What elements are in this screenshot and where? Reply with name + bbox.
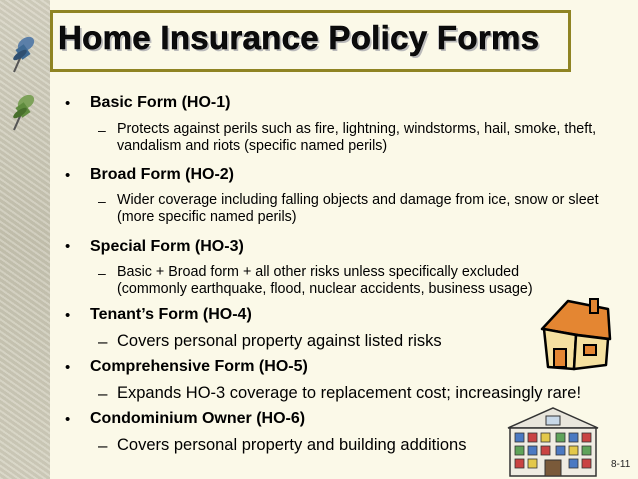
dash: – — [98, 384, 108, 403]
policy-detail-ho4: Covers personal property against listed risks — [117, 332, 442, 350]
policy-heading-ho4: Tenant’s Form (HO-4) — [90, 306, 252, 323]
page-title: Home Insurance Policy Forms — [58, 19, 540, 56]
pushpin-icon — [6, 30, 40, 74]
dash: – — [98, 122, 106, 138]
policy-detail-ho6: Covers personal property and building additions — [117, 436, 467, 454]
bullet: • — [65, 411, 71, 428]
policy-heading-ho1: Basic Form (HO-1) — [90, 94, 231, 111]
page-number: 8-11 — [611, 459, 631, 470]
policy-detail-ho1: Protects against perils such as fire, lightning, windstorms, hail, smoke, theft, vandalism and riots (specific named perils) — [117, 121, 597, 154]
dash: – — [98, 265, 106, 281]
dash: – — [98, 436, 108, 455]
dash: – — [98, 332, 108, 351]
pushpin-icon — [6, 88, 40, 132]
house-clipart-icon — [538, 295, 614, 373]
policy-detail-ho2: Wider coverage including falling objects and damage from ice, snow or sleet (more specific named perils) — [117, 192, 599, 225]
policy-heading-ho6: Condominium Owner (HO-6) — [90, 410, 306, 427]
bullet: • — [65, 167, 71, 184]
policy-heading-ho2: Broad Form (HO-2) — [90, 166, 234, 183]
policy-detail-ho5: Expands HO-3 coverage to replacement cost; increasingly rare! — [117, 384, 582, 402]
dash: – — [98, 193, 106, 209]
bullet: • — [65, 95, 71, 112]
bullet: • — [65, 359, 71, 376]
condominium-clipart-icon — [500, 406, 606, 478]
bullet: • — [65, 307, 71, 324]
policy-detail-ho3: Basic + Broad form + all other risks unless specifically excluded (commonly earthquake, flood, nuclear accidents, business usage) — [117, 264, 533, 297]
policy-heading-ho5: Comprehensive Form (HO-5) — [90, 358, 308, 375]
bullet: • — [65, 238, 71, 255]
policy-heading-ho3: Special Form (HO-3) — [90, 238, 244, 255]
